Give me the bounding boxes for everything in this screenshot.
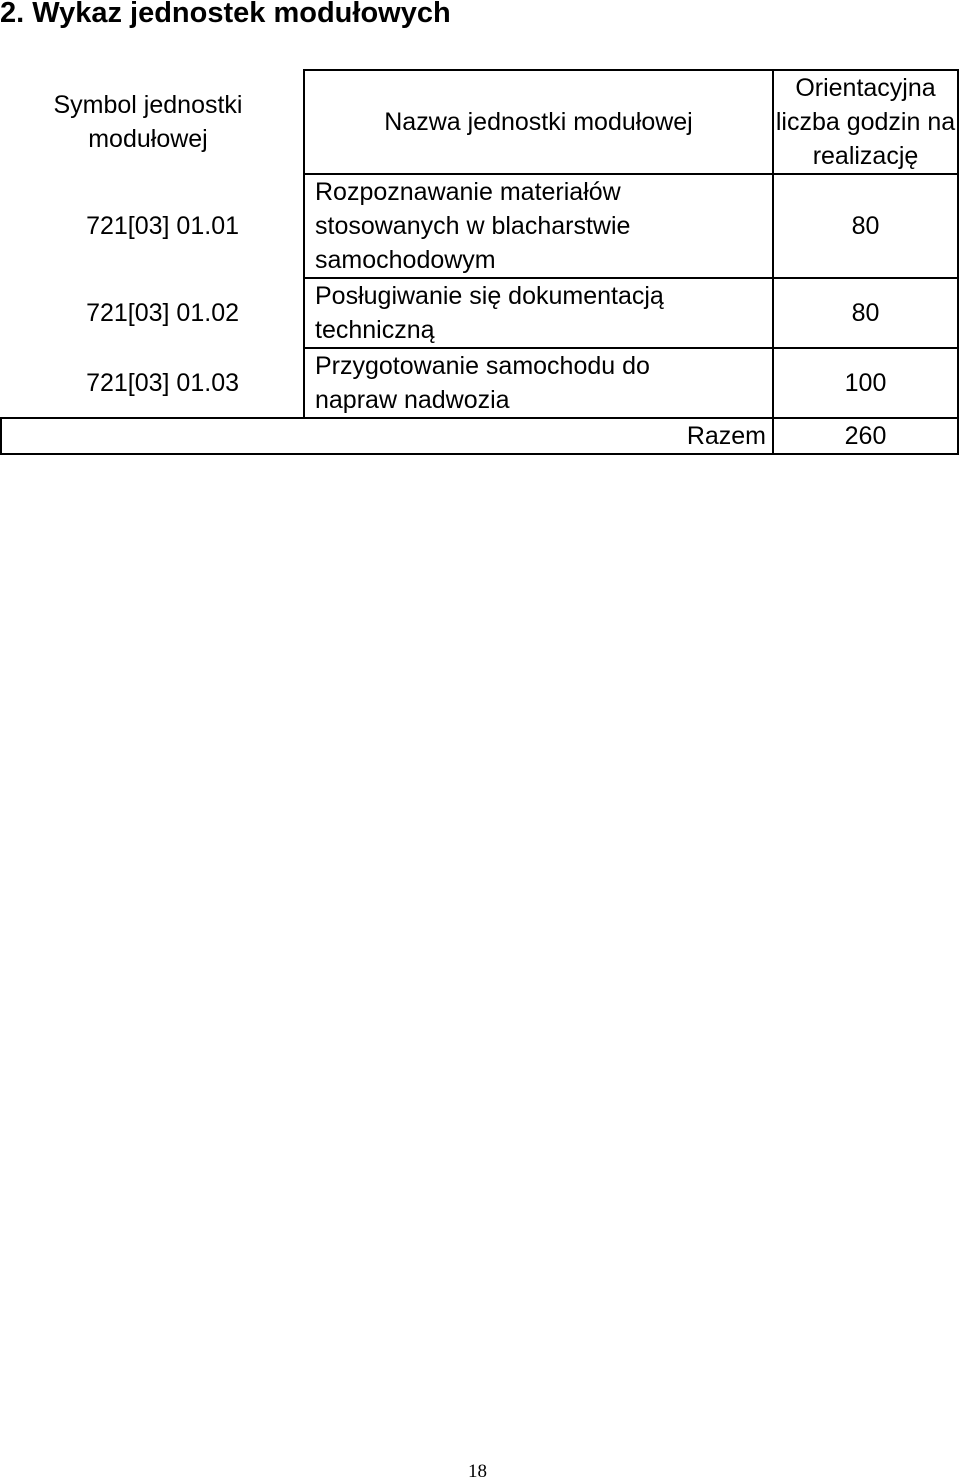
- unit-hours: 100: [773, 348, 958, 418]
- unit-hours: 80: [773, 174, 958, 278]
- unit-symbol: 721[03] 01.03: [1, 348, 304, 418]
- unit-name: Rozpoznawanie materiałów stosowanych w blacharstwie samochodowym: [304, 174, 773, 278]
- unit-symbol: 721[03] 01.02: [1, 278, 304, 348]
- header-name: Nazwa jednostki modułowej: [304, 70, 773, 174]
- header-symbol: [1, 70, 304, 174]
- total-row: [1, 418, 958, 454]
- modular-units-table: [0, 69, 959, 455]
- unit-name: Przygotowanie samochodu do napraw nadwozia: [304, 348, 773, 418]
- section-title: 2. Wykaz jednostek modułowych: [0, 0, 451, 29]
- page-number: 18: [468, 1461, 487, 1482]
- table-row: [1, 278, 958, 348]
- table-row: [1, 348, 958, 418]
- header-symbol-label: Symbol jednostki modułowej: [53, 91, 243, 153]
- unit-hours: 80: [773, 278, 958, 348]
- table-header-row: [1, 70, 958, 174]
- header-hours: Orientacyjna liczba godzin na realizację: [773, 70, 958, 174]
- unit-name: Posługiwanie się dokumentacją techniczną: [304, 278, 773, 348]
- unit-symbol: 721[03] 01.01: [1, 174, 304, 278]
- table-row: [1, 174, 958, 278]
- total-label: Razem: [1, 418, 773, 454]
- total-hours: 260: [773, 418, 958, 454]
